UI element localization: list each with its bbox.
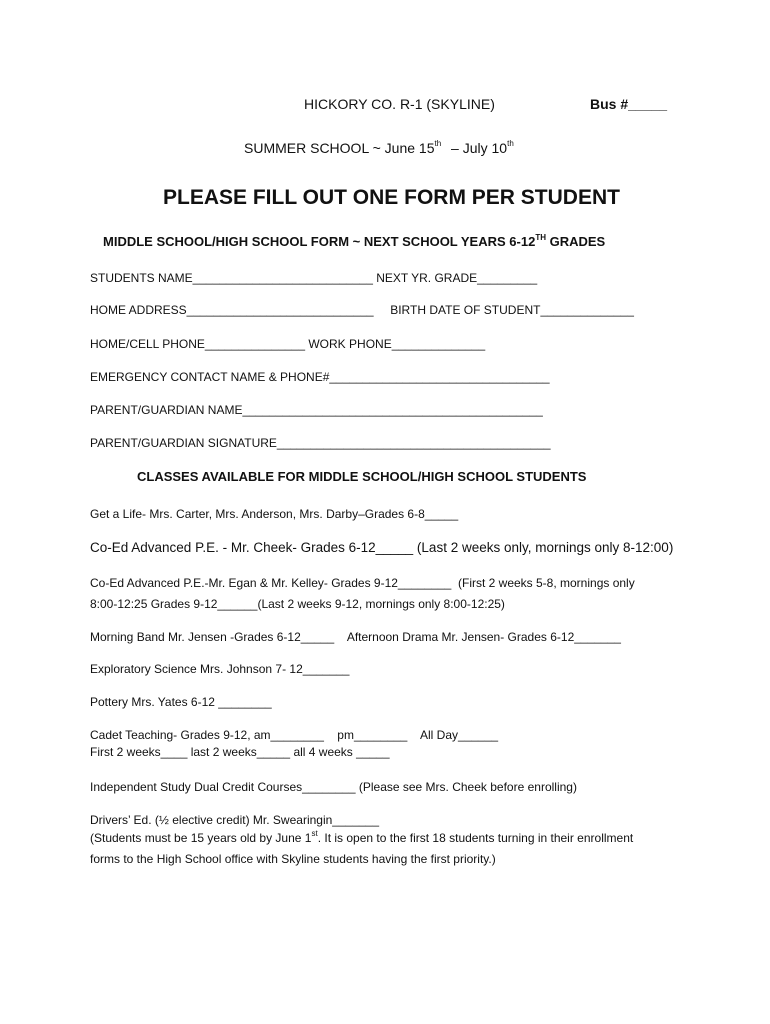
- bus-number-field: Bus #_____: [590, 96, 668, 112]
- subtitle-sup: TH: [535, 232, 546, 242]
- class-drivers-ed[interactable]: Drivers’ Ed. (½ elective credit) Mr. Swearingin_______: [90, 813, 380, 827]
- drivers-note-prefix: (Students must be 15 years old by June 1: [90, 831, 312, 845]
- home-address-field[interactable]: HOME ADDRESS____________________________ BIRTH DATE OF STUDENT______________: [90, 303, 634, 317]
- class-independent-study[interactable]: Independent Study Dual Credit Courses________ (Please see Mrs. Cheek before enrolling): [90, 780, 577, 794]
- subtitle-prefix: MIDDLE SCHOOL/HIGH SCHOOL FORM ~ NEXT SCHOOL YEARS 6-12: [103, 234, 536, 249]
- class-pottery[interactable]: Pottery Mrs. Yates 6-12 ________: [90, 695, 272, 709]
- classes-heading: CLASSES AVAILABLE FOR MIDDLE SCHOOL/HIGH SCHOOL STUDENTS: [137, 469, 587, 484]
- guardian-name-field[interactable]: PARENT/GUARDIAN NAME_____________________________________________: [90, 403, 543, 417]
- class-exploratory-science[interactable]: Exploratory Science Mrs. Johnson 7- 12_______: [90, 662, 350, 676]
- summer-sup-2: th: [507, 139, 514, 149]
- class-band-drama[interactable]: Morning Band Mr. Jensen -Grades 6-12_____ Afternoon Drama Mr. Jensen- Grades 6-12_______: [90, 630, 621, 644]
- form-title: PLEASE FILL OUT ONE FORM PER STUDENT: [163, 186, 620, 209]
- drivers-ed-note-2: forms to the High School office with Skyline students having the first priority.): [90, 852, 496, 866]
- summer-school-dates: [244, 140, 514, 156]
- class-get-a-life[interactable]: Get a Life- Mrs. Carter, Mrs. Anderson, Mrs. Darby–Grades 6-8_____: [90, 507, 459, 521]
- drivers-ed-note-1: [90, 830, 633, 846]
- student-name-field[interactable]: STUDENTS NAME___________________________ NEXT YR. GRADE_________: [90, 271, 538, 285]
- subtitle-suffix: GRADES: [545, 234, 606, 249]
- district-name: HICKORY CO. R-1 (SKYLINE): [304, 96, 495, 112]
- form-subtitle: [103, 234, 605, 250]
- class-cadet-teaching-weeks[interactable]: First 2 weeks____ last 2 weeks_____ all 4 weeks _____: [90, 745, 390, 759]
- summer-prefix: SUMMER SCHOOL ~ June 15: [244, 140, 435, 156]
- class-cadet-teaching[interactable]: Cadet Teaching- Grades 9-12, am________ pm________ All Day______: [90, 728, 499, 742]
- class-coed-pe-egan[interactable]: Co-Ed Advanced P.E.-Mr. Egan & Mr. Kelley- Grades 9-12________ (First 2 weeks 5-8, mornings only: [90, 576, 635, 590]
- drivers-note-sup: st: [311, 829, 318, 838]
- summer-sup-1: th: [434, 139, 442, 149]
- emergency-contact-field[interactable]: EMERGENCY CONTACT NAME & PHONE#_________________________________: [90, 370, 550, 384]
- summer-mid: – July 10: [447, 140, 508, 156]
- class-coed-pe-egan-cont: 8:00-12:25 Grades 9-12______(Last 2 weeks 9-12, mornings only 8:00-12:25): [90, 597, 505, 611]
- drivers-note-suffix: . It is open to the first 18 students turning in their enrollment: [317, 831, 634, 845]
- class-coed-pe-cheek[interactable]: Co-Ed Advanced P.E. - Mr. Cheek- Grades 6-12_____ (Last 2 weeks only, mornings only 8-12:00): [90, 540, 674, 555]
- phone-field[interactable]: HOME/CELL PHONE_______________ WORK PHONE______________: [90, 337, 486, 351]
- guardian-signature-field[interactable]: PARENT/GUARDIAN SIGNATURE_________________________________________: [90, 436, 551, 450]
